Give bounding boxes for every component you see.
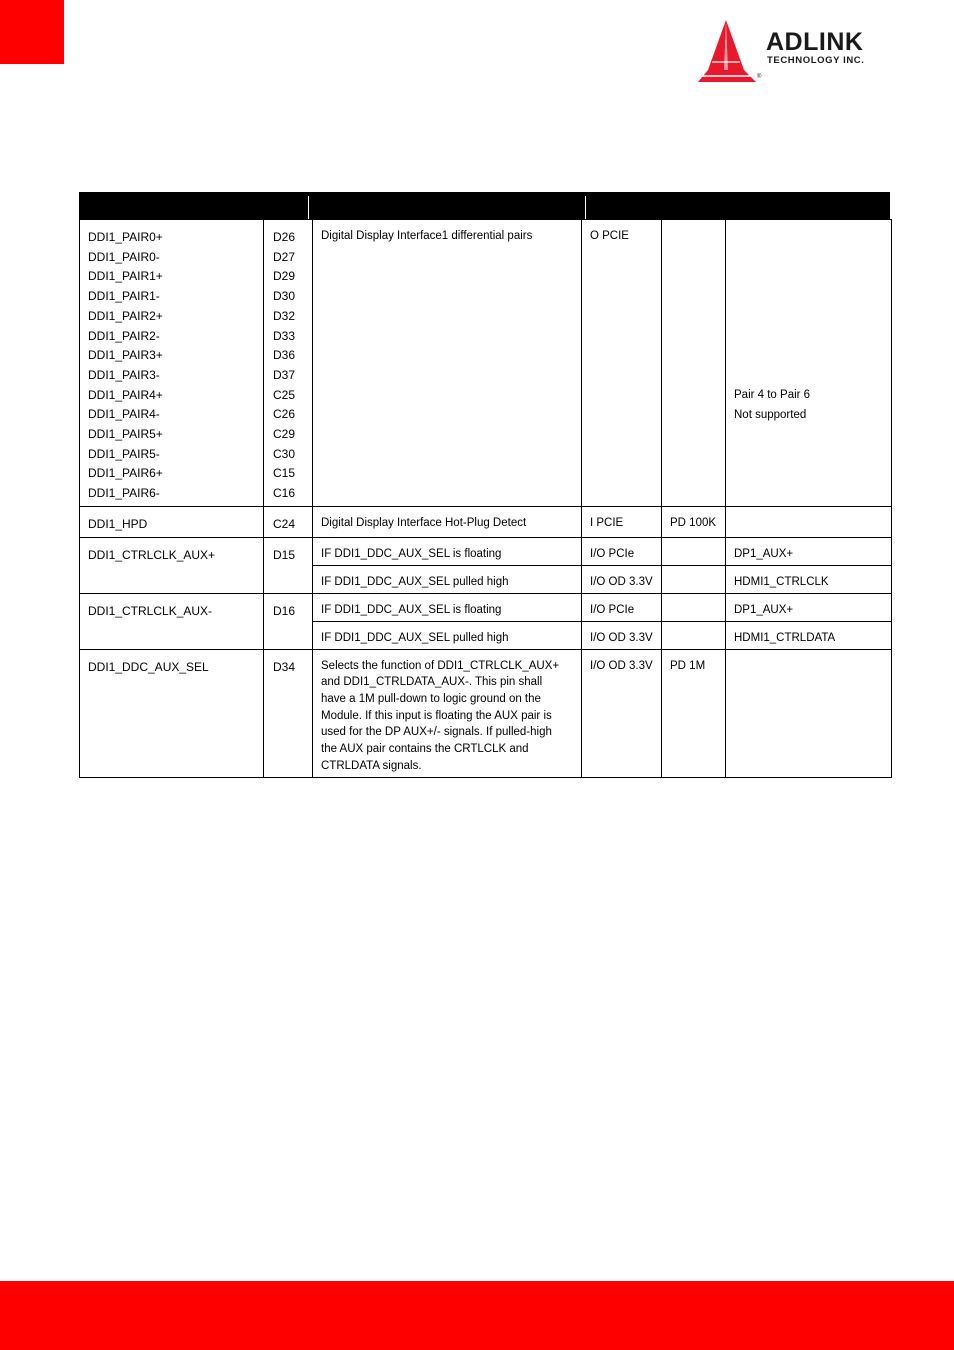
remarks-text: HDMI1_CTRLCLK	[734, 575, 829, 588]
signal-name: DDI1_PAIR2-	[88, 328, 160, 343]
description-cell	[313, 565, 582, 593]
io-cell	[582, 537, 662, 565]
remarks-cell	[726, 506, 892, 537]
signal-name: DDI1_PAIR5+	[88, 427, 163, 442]
adlink-logo	[696, 18, 908, 84]
description-cell	[313, 593, 582, 621]
description-line: and DDI1_CTRLDATA_AUX-. This pin shall	[321, 676, 543, 689]
description-text: IF DDI1_DDC_AUX_SEL is floating	[321, 603, 502, 616]
io-type: I/O PCIe	[590, 547, 635, 560]
pu-pd-cell	[662, 506, 726, 537]
pu-pd-cell	[662, 593, 726, 621]
header-separator	[308, 196, 309, 219]
io-type: I/O OD 3.3V	[590, 659, 653, 672]
pin-number: C26	[273, 407, 296, 422]
io-cell	[582, 220, 662, 507]
signal-name: DDI1_PAIR3-	[88, 367, 160, 382]
pin-cell	[264, 593, 313, 649]
signal-name: DDI1_PAIR3+	[88, 348, 163, 363]
remarks-text: DP1_AUX+	[734, 547, 794, 560]
signal-table	[79, 219, 892, 778]
remarks-text: DP1_AUX+	[734, 603, 794, 616]
pin-cell	[264, 220, 313, 507]
description-line: used for the DP AUX+/- signals. If pulled-high	[321, 726, 552, 739]
pin-cell	[264, 506, 313, 537]
signal-name: DDI1_PAIR6+	[88, 466, 163, 481]
signal-name: DDI1_PAIR1-	[88, 289, 160, 304]
description-text: Digital Display Interface1 differential pairs	[321, 230, 533, 242]
remarks-cell	[726, 649, 892, 778]
pin-number: D27	[273, 249, 296, 264]
corner-tab	[0, 0, 64, 64]
pin-number: C25	[273, 387, 296, 402]
remarks-text: HDMI1_CTRLDATA	[734, 631, 836, 644]
pin-number: D34	[273, 659, 296, 674]
signal-name: DDI1_DDC_AUX_SEL	[88, 659, 209, 674]
signal-name: DDI1_PAIR1+	[88, 269, 163, 284]
remarks-block	[734, 386, 883, 425]
pin-number: D37	[273, 367, 296, 382]
pu-pd-value: PD 1M	[670, 659, 706, 672]
signal-name: DDI1_PAIR0+	[88, 230, 163, 244]
pin-number: C16	[273, 486, 296, 501]
pin-number: D32	[273, 308, 296, 323]
pin-cell	[264, 649, 313, 778]
description-line: have a 1M pull-down to logic ground on the	[321, 692, 541, 705]
table-row	[80, 593, 892, 621]
remarks-cell	[726, 220, 892, 507]
table-row	[80, 537, 892, 565]
pin-number: C24	[273, 516, 296, 531]
description-text: Digital Display Interface Hot-Plug Detect	[321, 516, 527, 529]
registered-mark: ®	[757, 74, 762, 80]
description-cell	[313, 537, 582, 565]
description-text: IF DDI1_DDC_AUX_SEL is floating	[321, 547, 502, 560]
pin-number: C30	[273, 446, 296, 461]
signal-name: DDI1_HPD	[88, 516, 148, 531]
logo-triangle-icon	[696, 18, 758, 84]
io-type: I/O OD 3.3V	[590, 575, 653, 588]
description-text: IF DDI1_DDC_AUX_SEL pulled high	[321, 575, 509, 588]
pin-number: D29	[273, 269, 296, 284]
pin-number: D26	[273, 230, 296, 244]
pu-pd-cell	[662, 649, 726, 778]
table-row	[80, 506, 892, 537]
signal-cell	[80, 593, 264, 649]
signal-name: DDI1_PAIR4+	[88, 387, 163, 402]
signal-cell	[80, 220, 264, 507]
description-cell	[313, 621, 582, 649]
io-cell	[582, 621, 662, 649]
description-text: IF DDI1_DDC_AUX_SEL pulled high	[321, 631, 509, 644]
pin-number: D16	[273, 603, 296, 618]
io-type: I PCIE	[590, 516, 624, 529]
signal-name: DDI1_PAIR6-	[88, 486, 160, 501]
signal-name: DDI1_CTRLCLK_AUX-	[88, 603, 213, 618]
table-header-bar	[79, 192, 890, 219]
remarks-text: Not supported	[734, 408, 807, 421]
io-cell	[582, 565, 662, 593]
signal-name: DDI1_PAIR2+	[88, 308, 163, 323]
remarks-text: Pair 4 to Pair 6	[734, 389, 811, 401]
io-cell	[582, 506, 662, 537]
io-type: O PCIE	[590, 230, 629, 242]
pu-pd-cell	[662, 621, 726, 649]
pu-pd-value: PD 100K	[670, 516, 717, 529]
pu-pd-cell	[662, 565, 726, 593]
signal-name: DDI1_PAIR4-	[88, 407, 160, 422]
pu-pd-cell	[662, 537, 726, 565]
signal-name: DDI1_PAIR0-	[88, 249, 160, 264]
io-cell	[582, 649, 662, 778]
header-separator	[585, 196, 586, 219]
description-line: Selects the function of DDI1_CTRLCLK_AUX+	[321, 659, 560, 672]
io-type: I/O OD 3.3V	[590, 631, 653, 644]
signal-name: DDI1_CTRLCLK_AUX+	[88, 547, 216, 562]
pin-number: D33	[273, 328, 296, 343]
remarks-cell	[726, 537, 892, 565]
description-line: the AUX pair contains the CRTLCLK and	[321, 743, 529, 756]
signal-cell	[80, 649, 264, 778]
description-cell	[313, 649, 582, 778]
footer-bar	[0, 1281, 954, 1350]
table-row	[80, 649, 892, 778]
remarks-cell	[726, 565, 892, 593]
io-cell	[582, 593, 662, 621]
brand-name: ADLINK	[766, 28, 864, 56]
remarks-cell	[726, 593, 892, 621]
pin-number: D36	[273, 348, 296, 363]
signal-cell	[80, 537, 264, 593]
pu-pd-cell	[662, 220, 726, 507]
io-type: I/O PCIe	[590, 603, 635, 616]
description-line: Module. If this input is floating the AUX pair is	[321, 709, 552, 722]
pin-number: D15	[273, 547, 296, 562]
brand-tagline: TECHNOLOGY INC.	[767, 55, 865, 66]
signal-name: DDI1_PAIR5-	[88, 446, 160, 461]
table-row	[80, 220, 892, 507]
description-line: CTRLDATA signals.	[321, 759, 422, 772]
pin-number: C29	[273, 427, 296, 442]
description-cell	[313, 506, 582, 537]
pin-cell	[264, 537, 313, 593]
pin-number: D30	[273, 289, 296, 304]
remarks-cell	[726, 621, 892, 649]
pin-number: C15	[273, 466, 296, 481]
description-cell	[313, 220, 582, 507]
signal-cell	[80, 506, 264, 537]
